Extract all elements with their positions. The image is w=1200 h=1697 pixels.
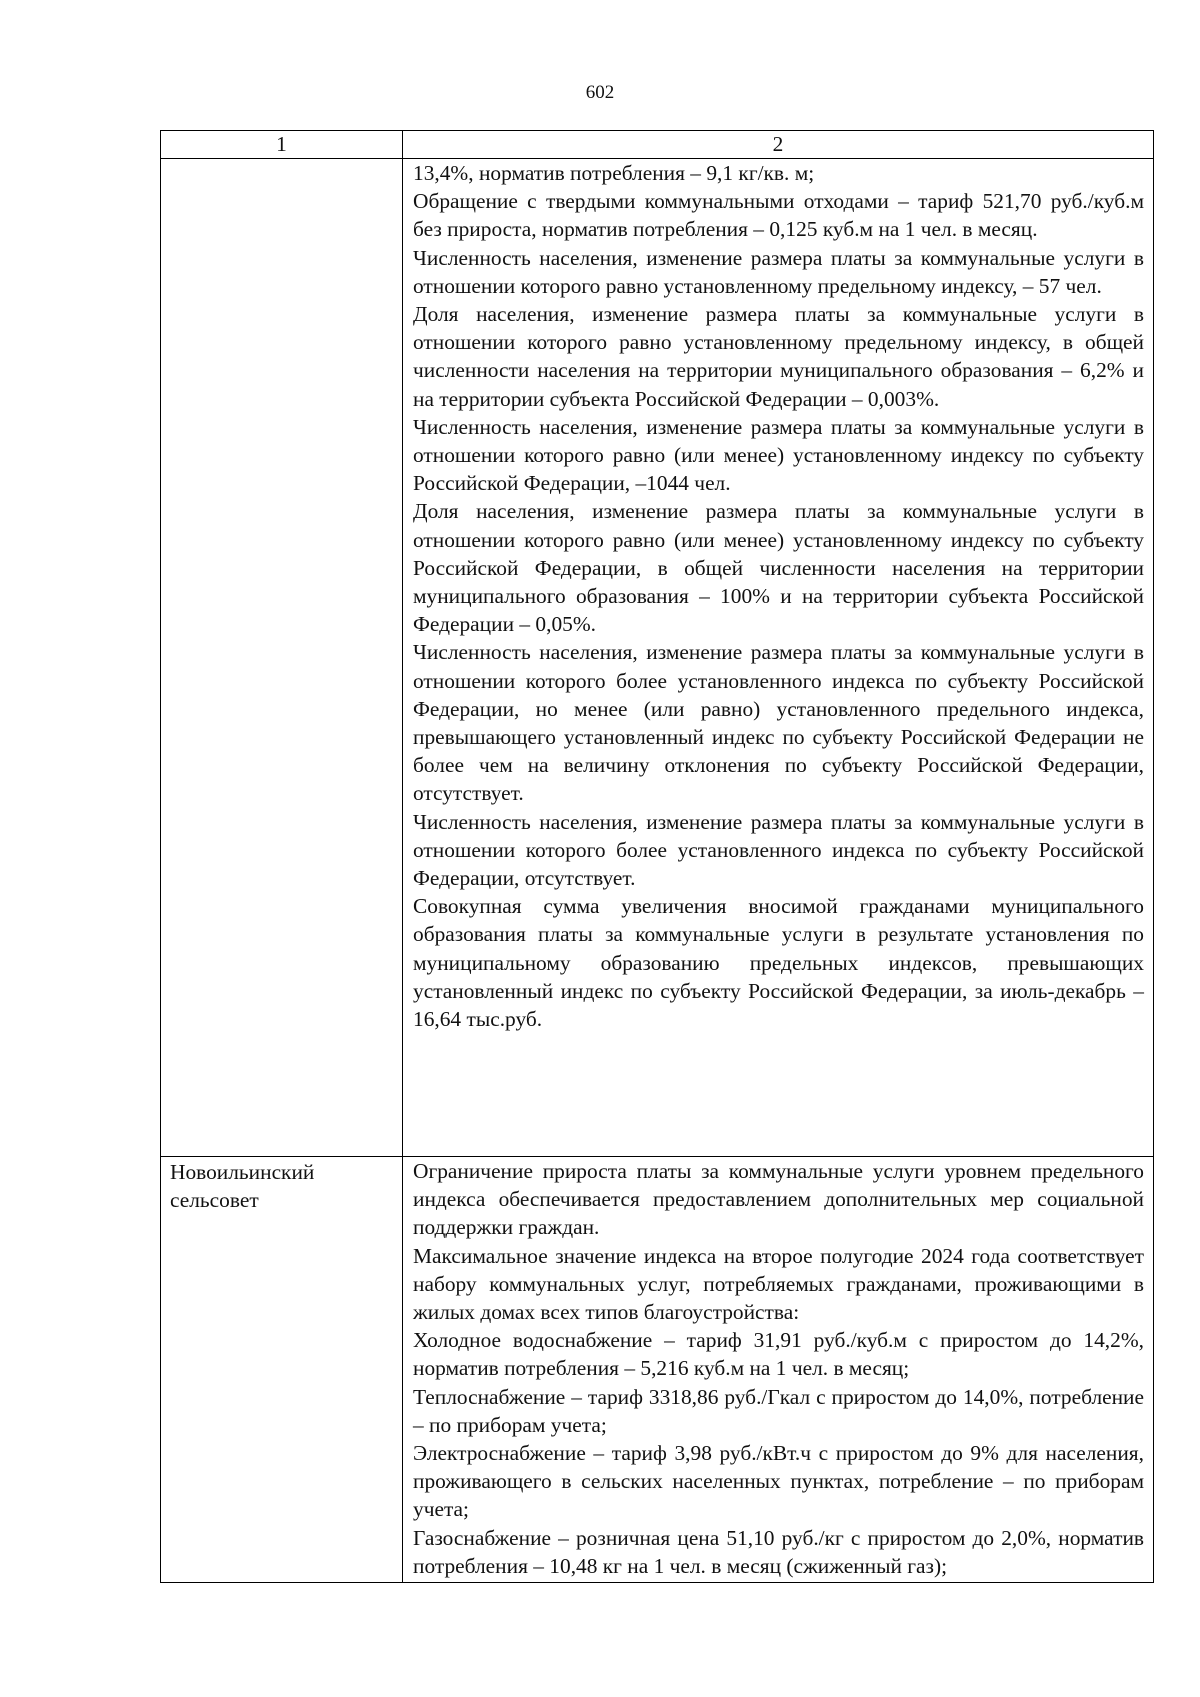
paragraph: Доля населения, изменение размера платы за коммунальные услуги в отношении которого равно (или менее) установленному индексу по субъекту Российской Федерации, в общей численности населения на территории муниципального образования – 100% и на территории субъекта Российской Федерации – 0,05%. bbox=[413, 499, 1144, 637]
paragraph: Доля населения, изменение размера платы за коммунальные услуги в отношении которого равно установленному предельному индексу, в общей численности населения на территории муниципального образования – 6,2% и на территории субъекта Российской Федерации – 0,003%. bbox=[413, 302, 1144, 411]
paragraph: Численность населения, изменение размера платы за коммунальные услуги в отношении которого равно (или менее) установленному индексу по субъекту Российской Федерации, –1044 чел. bbox=[413, 414, 1144, 496]
paragraph: Совокупная сумма увеличения вносимой гражданами муниципального образования платы за коммунальные услуги в результате установления по муниципальному образованию предельных индексов, превышающих установленный индекс по субъекту Российской Федерации, за июль-декабрь – 16,64 тыс.руб. bbox=[413, 894, 1144, 1032]
page-number: 602 bbox=[585, 82, 615, 103]
paragraph: Численность населения, изменение размера платы за коммунальные услуги в отношении которого более установленного индекса по субъекту Российской Федерации, отсутствует. bbox=[413, 809, 1144, 891]
paragraph: Холодное водоснабжение – тариф 31,91 руб./куб.м с приростом до 14,2%, норматив потребления – 5,216 куб.м на 1 чел. в месяц; bbox=[413, 1328, 1144, 1381]
table-row bbox=[161, 159, 1154, 1157]
paragraph: Теплоснабжение – тариф 3318,86 руб./Гкал с приростом до 14,0%, потребление – по приборам учета; bbox=[413, 1384, 1144, 1437]
column-header-1: 1 bbox=[161, 131, 403, 159]
paragraph: Максимальное значение индекса на второе полугодие 2024 года соответствует набору коммунальных услуг, потребляемых гражданами, проживающими в жилых домах всех типов благоустройства: bbox=[413, 1243, 1144, 1325]
table-row bbox=[161, 1157, 1154, 1583]
description-cell bbox=[403, 1157, 1154, 1583]
municipality-name-cell bbox=[161, 159, 403, 1157]
paragraph: Ограничение прироста платы за коммунальные услуги уровнем предельного индекса обеспечивается предоставлением дополнительных мер социальной поддержки граждан. bbox=[413, 1159, 1144, 1240]
paragraph: Обращение с твердыми коммунальными отходами – тариф 521,70 руб./куб.м без прироста, норматив потребления – 0,125 куб.м на 1 чел. в месяц. bbox=[413, 189, 1144, 242]
municipality-name-cell: Новоильинский сельсовет bbox=[161, 1157, 403, 1583]
paragraph: Электроснабжение – тариф 3,98 руб./кВт.ч с приростом до 9% для населения, проживающего в сельских населенных пунктах, потребление – по приборам учета; bbox=[413, 1441, 1144, 1522]
paragraph: Газоснабжение – розничная цена 51,10 руб./кг с приростом до 2,0%, норматив потребления – 10,48 кг на 1 чел. в месяц (сжиженный газ); bbox=[413, 1525, 1144, 1578]
description-cell bbox=[403, 159, 1154, 1157]
table-header-row bbox=[161, 131, 1154, 159]
paragraph: Численность населения, изменение размера платы за коммунальные услуги в отношении которого равно установленному предельному индексу, – 57 чел. bbox=[413, 245, 1144, 298]
paragraph: Численность населения, изменение размера платы за коммунальные услуги в отношении которого более установленного индекса по субъекту Российской Федерации, но менее (или равно) установленного предельного индекса, превышающего установленный индекс по субъекту Российской Федерации не более чем на величину отклонения по субъекту Российской Федерации, отсутствует. bbox=[413, 640, 1144, 806]
municipal-data-table bbox=[160, 130, 1154, 1583]
paragraph: 13,4%, норматив потребления – 9,1 кг/кв. м; bbox=[413, 161, 815, 185]
column-header-2: 2 bbox=[403, 131, 1154, 159]
